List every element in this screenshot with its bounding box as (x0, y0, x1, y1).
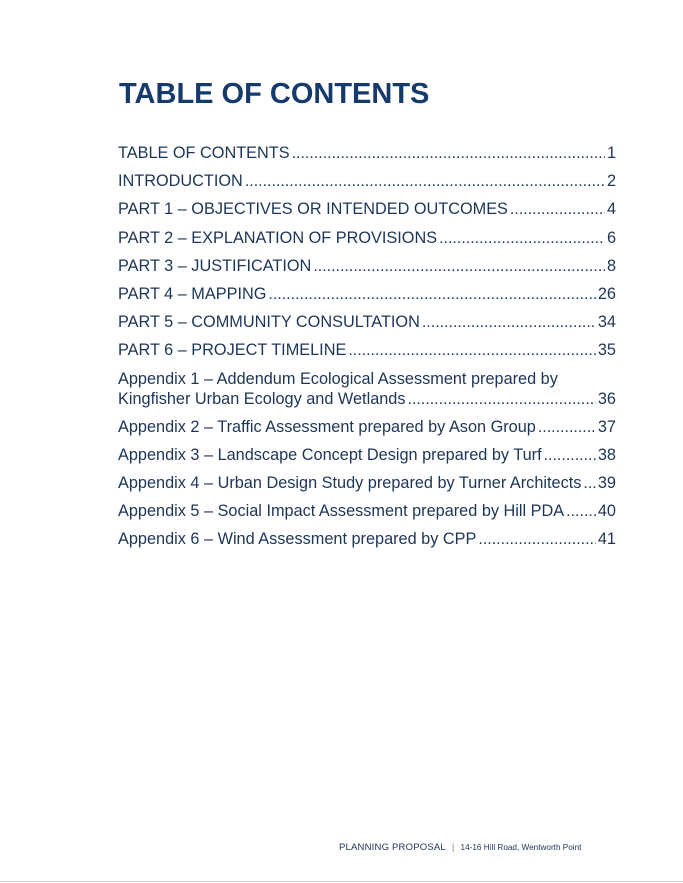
toc-entry-label: PART 4 – MAPPING (118, 284, 267, 303)
toc-entry-label: PART 3 – JUSTIFICATION (118, 256, 312, 275)
toc-entry-appendix-5[interactable] (118, 501, 616, 522)
toc-entry-appendix-3[interactable] (118, 445, 616, 466)
toc-entry-page: 37 (597, 417, 616, 436)
toc-entry-page: 34 (597, 313, 616, 332)
toc-entry-page: 4 (606, 200, 616, 219)
toc-entry-appendix-1[interactable] (118, 369, 616, 410)
toc-entry-label: PART 5 – COMMUNITY CONSULTATION (118, 313, 420, 332)
toc-entry-label: PART 6 – PROJECT TIMELINE (118, 341, 347, 360)
table-of-contents (118, 143, 616, 558)
toc-entry-introduction[interactable] (118, 171, 616, 192)
toc-leader-dots (268, 285, 595, 305)
toc-entry-page: 1 (606, 144, 616, 162)
toc-entry-page: 35 (597, 341, 616, 360)
toc-leader-dots (544, 446, 596, 466)
toc-entry-page: 36 (597, 389, 616, 408)
toc-leader-dots (510, 200, 605, 220)
toc-entry-part-6[interactable] (118, 340, 616, 361)
toc-leader-dots (478, 530, 595, 550)
toc-entry-appendix-4[interactable] (118, 473, 616, 494)
toc-entry-page: 41 (597, 530, 616, 549)
toc-entry-label: Kingfisher Urban Ecology and Wetlands (118, 389, 406, 408)
toc-entry-page: 6 (606, 228, 616, 247)
toc-leader-dots (408, 390, 596, 410)
toc-entry-label: Appendix 4 – Urban Design Study prepared by Turner Architects (118, 474, 582, 493)
footer-address: 14-16 Hill Road, Wentworth Point (460, 843, 582, 852)
toc-entry-appendix-6[interactable] (118, 529, 616, 550)
toc-entry-label: Appendix 2 – Traffic Assessment prepared by Ason Group (118, 417, 536, 436)
toc-entry-table-of-contents[interactable] (118, 143, 616, 164)
toc-entry-label: PART 1 – OBJECTIVES OR INTENDED OUTCOMES (118, 200, 508, 219)
toc-entry-label: PART 2 – EXPLANATION OF PROVISIONS (118, 228, 438, 247)
toc-entry-label: Appendix 5 – Social Impact Assessment prepared by Hill PDA (118, 502, 565, 521)
footer-separator: | (451, 842, 455, 853)
toc-entry-label: TABLE OF CONTENTS (118, 144, 290, 162)
toc-entry-part-3[interactable] (118, 256, 616, 277)
toc-entry-page: 8 (606, 256, 616, 275)
toc-entry-part-1[interactable] (118, 199, 616, 220)
page-bottom-divider (0, 881, 683, 882)
toc-leader-dots (313, 257, 605, 277)
page-title: TABLE OF CONTENTS (119, 78, 430, 110)
toc-leader-dots (538, 418, 596, 438)
toc-entry-part-4[interactable] (118, 284, 616, 305)
toc-leader-dots (348, 341, 596, 361)
toc-entry-page: 26 (597, 284, 616, 303)
toc-leader-dots (439, 229, 605, 249)
toc-entry-label-line1: Appendix 1 – Addendum Ecological Assessment prepared by (118, 369, 558, 388)
toc-entry-label: Appendix 6 – Wind Assessment prepared by CPP (118, 530, 477, 549)
toc-leader-dots (292, 144, 605, 164)
toc-entry-page: 39 (597, 474, 616, 493)
footer-doc-name: PLANNING PROPOSAL (339, 842, 446, 853)
toc-leader-dots (583, 474, 596, 494)
toc-entry-page: 40 (597, 502, 616, 521)
toc-leader-dots (566, 502, 596, 522)
toc-entry-label: Appendix 3 – Landscape Concept Design prepared by Turf (118, 445, 542, 464)
toc-entry-appendix-2[interactable] (118, 417, 616, 438)
toc-entry-label: INTRODUCTION (118, 172, 243, 191)
toc-leader-dots (245, 172, 605, 192)
toc-entry-part-2[interactable] (118, 228, 616, 249)
toc-entry-part-5[interactable] (118, 312, 616, 333)
toc-entry-page: 2 (606, 172, 616, 191)
toc-entry-page: 38 (597, 445, 616, 464)
page-footer (339, 842, 581, 853)
toc-leader-dots (422, 313, 596, 333)
